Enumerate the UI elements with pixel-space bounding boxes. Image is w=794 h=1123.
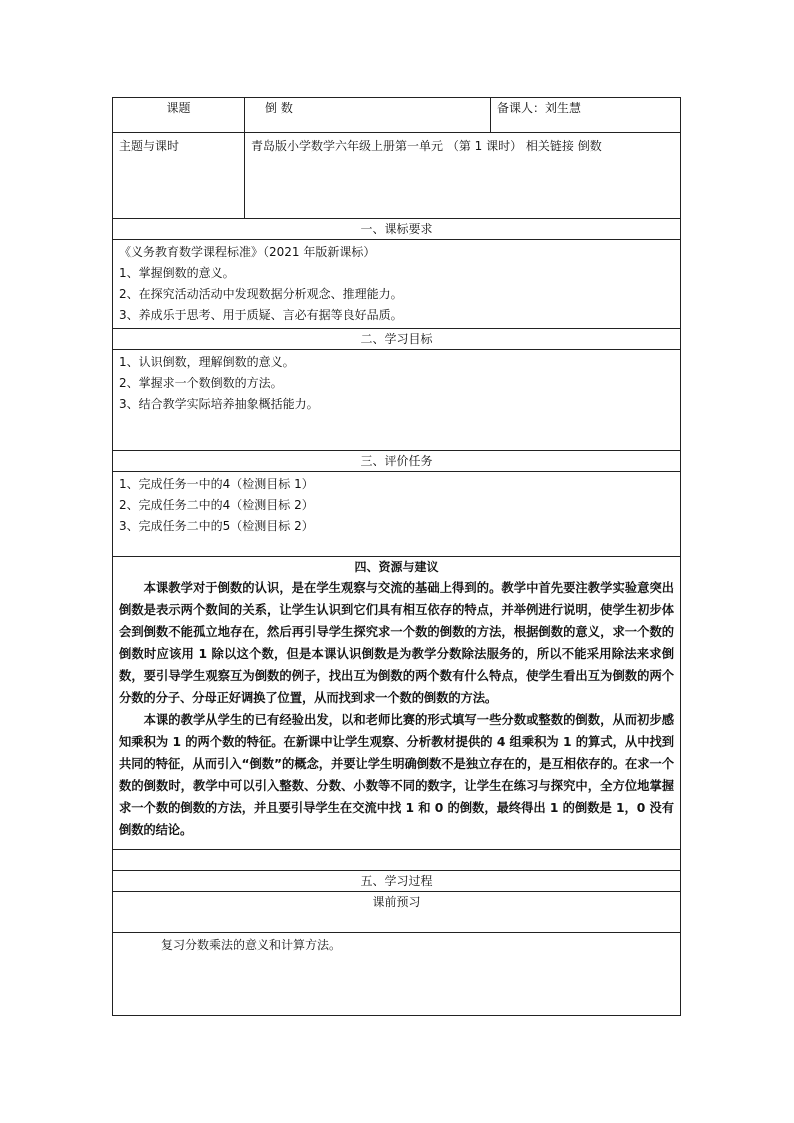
lesson-plan-table bbox=[112, 97, 681, 1016]
assessment-list bbox=[113, 472, 681, 557]
list-item: 2、在探究活动活动中发现数据分析观念、推理能力。 bbox=[119, 287, 403, 301]
lesson-plan-document bbox=[112, 97, 680, 1016]
teacher-name: 备课人：刘生慧 bbox=[491, 98, 681, 133]
list-item: 2、完成任务二中的4（检测目标 2） bbox=[119, 498, 314, 512]
list-item: 1、完成任务一中的4（检测目标 1） bbox=[119, 477, 314, 491]
list-item: 2、掌握求一个数倒数的方法。 bbox=[119, 376, 283, 390]
list-item: 《义务教育数学课程标准》（2021 年版新课标） bbox=[119, 245, 376, 259]
theme-row bbox=[113, 133, 681, 219]
preview-content: 复习分数乘法的意义和计算方法。 bbox=[113, 933, 681, 1016]
list-item: 1、掌握倒数的意义。 bbox=[119, 266, 235, 280]
blank-row bbox=[113, 850, 681, 871]
section-title-resources: 四、资源与建议 bbox=[354, 560, 439, 574]
list-item: 3、结合教学实际培养抽象概括能力。 bbox=[119, 397, 319, 411]
resources-section bbox=[113, 557, 681, 850]
resources-paragraph-1: 本课教学对于倒数的认识，是在学生观察与交流的基础上得到的。教学中首先要注教学实验意突出倒数是表示两个数间的关系，让学生认识到它们具有相互依存的特点，并举例进行说明，使学生初步体会到倒数不能孤立地存在，然后再引导学生探究求一个数的倒数的方法，根据倒数的意义，求一个数的倒数时应该用 1 除以这个数，但是本课认识倒数是为教学分数除法服务的，所以不能采用除法来求倒数，要引导学生观察互为倒数的例子，找出互为倒数的两个数有什么特点，使学生看出互为倒数的两个分数的分子、分母正好调换了位置，从而找到求一个数的倒数的方法。 bbox=[119, 581, 674, 705]
theme-label: 主题与课时 bbox=[113, 133, 245, 219]
objectives-list bbox=[113, 350, 681, 451]
topic-label: 课题 bbox=[113, 98, 245, 133]
topic-row bbox=[113, 98, 681, 133]
preview-subtitle: 课前预习 bbox=[113, 892, 681, 933]
theme-value: 青岛版小学数学六年级上册第一单元 （第 1 课时） 相关链接 倒数 bbox=[245, 133, 681, 219]
topic-value: 倒 数 bbox=[245, 98, 491, 133]
resources-paragraph-2: 本课的教学从学生的已有经验出发，以和老师比赛的形式填写一些分数或整数的倒数，从而初步感知乘积为 1 的两个数的特征。在新课中让学生观察、分析教材提供的 4 组乘积为 1 的算式，从中找到共同的特征，从而引入“倒数”的概念，并要让学生明确倒数不是独立存在的，是互相依存的。在求一个数的倒数时，教学中可以引入整数、分数、小数等不同的数字，让学生在练习与探究中，全方位地掌握求一个数的倒数的方法，并且要引导学生在交流中找 1 和 0 的倒数，最终得出 1 的倒数是 1，0 没有倒数的结论。 bbox=[119, 713, 674, 837]
section-title-standards: 一、课标要求 bbox=[113, 219, 681, 240]
list-item: 3、完成任务二中的5（检测目标 2） bbox=[119, 519, 314, 533]
section-title-process: 五、学习过程 bbox=[113, 871, 681, 892]
section-title-objectives: 二、学习目标 bbox=[113, 329, 681, 350]
section-title-assessment: 三、评价任务 bbox=[113, 451, 681, 472]
list-item: 1、认识倒数，理解倒数的意义。 bbox=[119, 355, 295, 369]
standards-list bbox=[113, 240, 681, 329]
list-item: 3、养成乐于思考、用于质疑、言必有据等良好品质。 bbox=[119, 308, 403, 322]
